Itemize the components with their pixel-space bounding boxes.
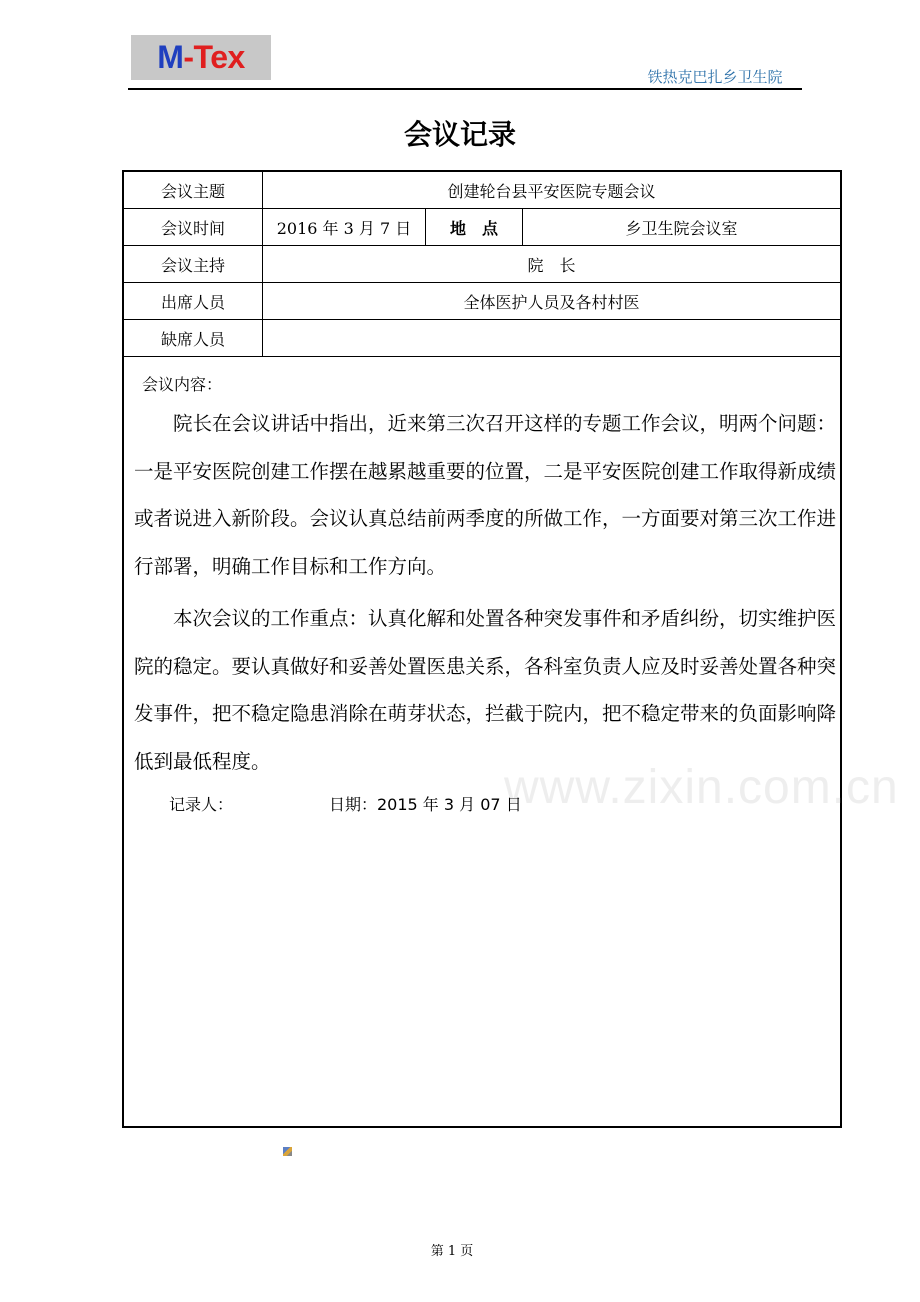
content-paragraph-1: 院长在会议讲话中指出，近来第三次召开这样的专题工作会议，明两个问题：一是平安医院创建工作摆在越累越重要的位置，二是平安医院创建工作取得新成绩或者说进入新阶段。会议认真总结前两季度的所做工作，一方面要对第三次工作进行部署，明确工作目标和工作方向。 xyxy=(134,412,837,578)
attendees-label: 出席人员 xyxy=(124,283,263,319)
logo-letter-m: M xyxy=(157,39,184,75)
topic-label: 会议主题 xyxy=(124,172,263,208)
logo xyxy=(131,35,271,80)
logo-letter-rest: -Tex xyxy=(183,39,245,75)
meeting-record-table xyxy=(122,170,899,1128)
content-label: 会议内容： xyxy=(142,375,223,394)
host-label: 会议主持 xyxy=(124,246,263,282)
place-value: 乡卫生院会议室 xyxy=(625,218,738,238)
host-value: 院 长 xyxy=(527,255,576,275)
image-placeholder-icon xyxy=(283,1147,292,1156)
recorder-label: 记录人： xyxy=(169,795,234,814)
absent-value xyxy=(263,320,840,356)
attendees-value: 全体医护人员及各村村医 xyxy=(463,292,640,312)
watermark: www.zixin.com.cn xyxy=(504,761,899,814)
row-topic xyxy=(124,172,840,209)
place-label: 地 点 xyxy=(426,209,523,245)
row-time-place xyxy=(124,209,840,246)
absent-label: 缺席人员 xyxy=(124,320,263,356)
row-host xyxy=(124,246,840,283)
row-attendees xyxy=(124,283,840,320)
time-value: 2016 年 3 月 7 日 xyxy=(263,209,426,245)
record-date: 日期：2015 年 3 月 07 日 xyxy=(329,795,522,814)
page-title: 会议记录 xyxy=(403,118,516,151)
content-paragraph-2: 本次会议的工作重点：认真化解和处置各种突发事件和矛盾纠纷，切实维护医院的稳定。要认真做好和妥善处置医患关系，各科室负责人应及时妥善处置各种突发事件，把不稳定隐患消除在萌芽状态，拦截于院内，把不稳定带来的负面影响降低到最低程度。 xyxy=(134,607,837,773)
page-number: 第 1 页 xyxy=(430,1244,474,1259)
hospital-name: 铁热克巴扎乡卫生院 xyxy=(647,68,783,86)
row-absent xyxy=(124,320,840,357)
logo-text xyxy=(131,39,271,76)
topic-value: 创建轮台县平安医院专题会议 xyxy=(447,181,656,201)
time-label: 会议时间 xyxy=(124,209,263,245)
header-divider xyxy=(128,88,802,90)
